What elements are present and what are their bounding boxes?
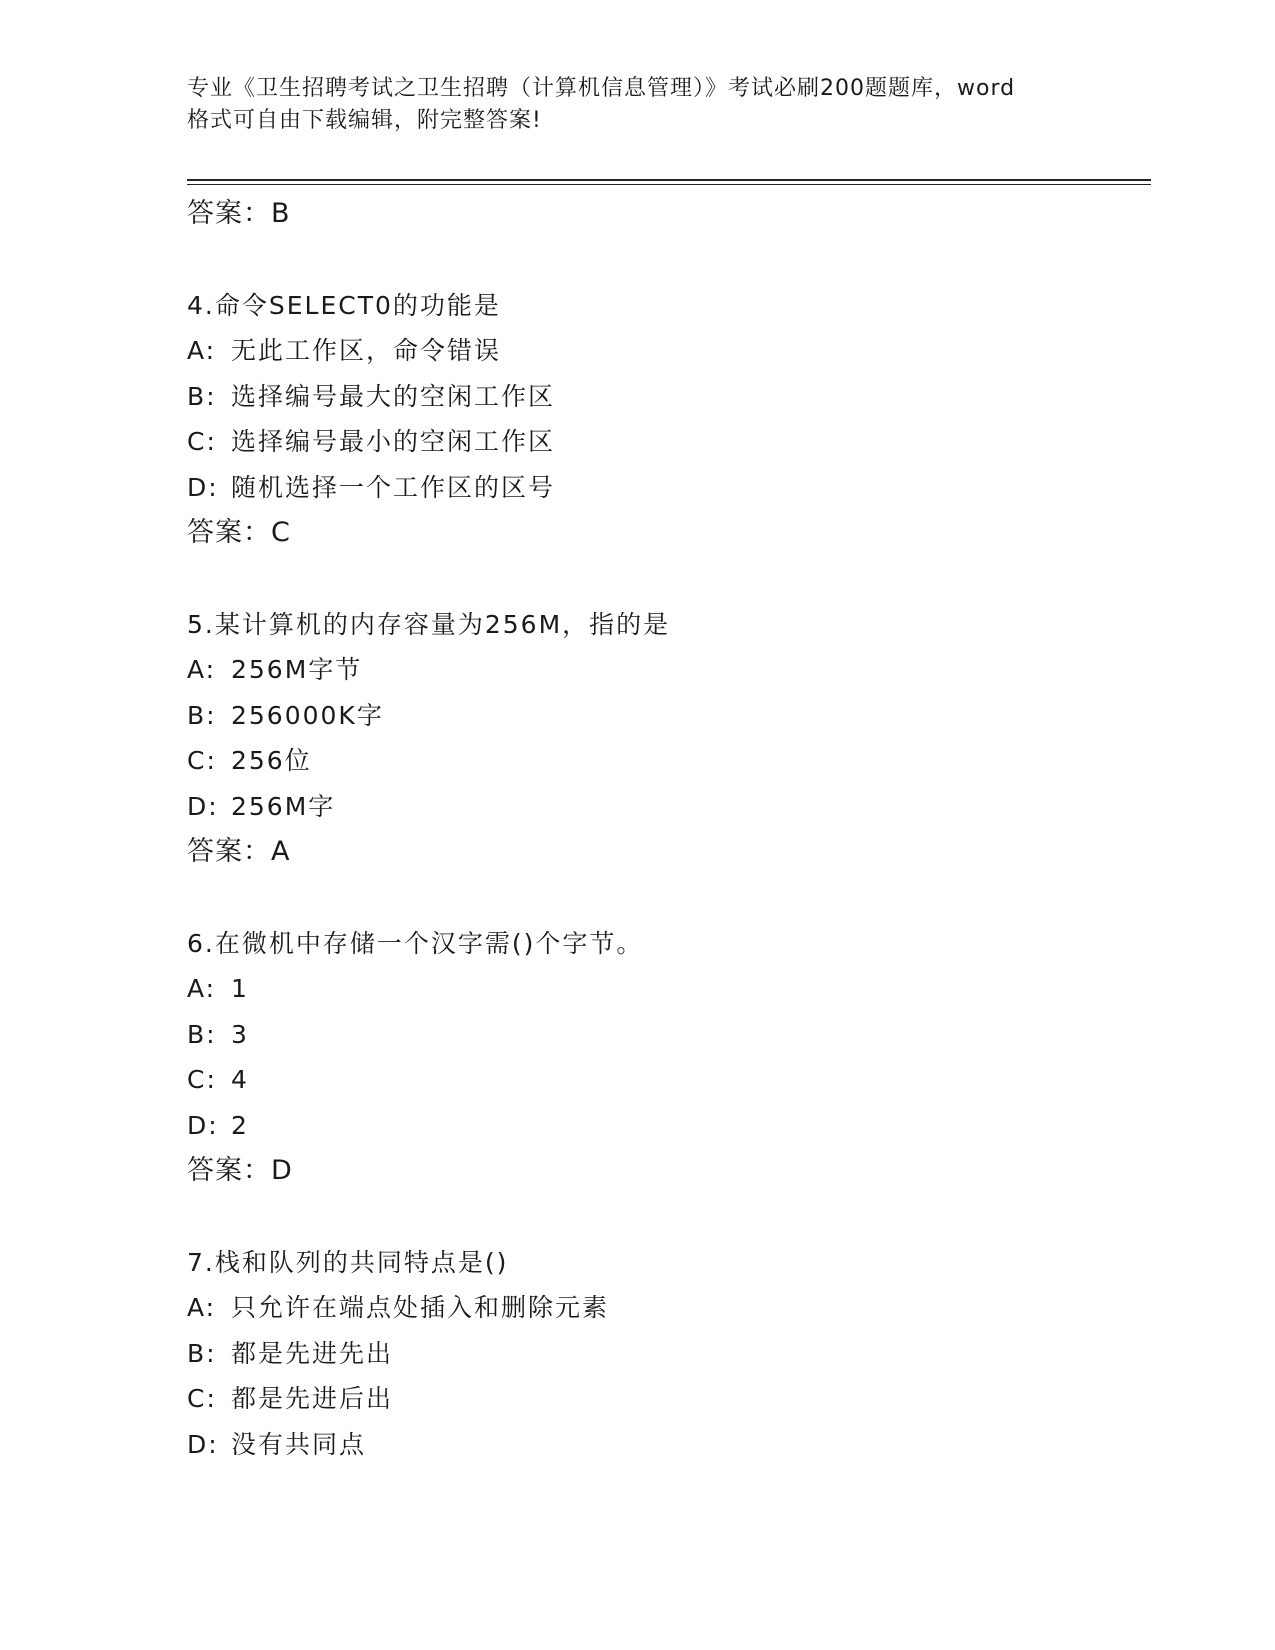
option-text: 随机选择一个工作区的区号 bbox=[231, 472, 556, 502]
option-label: C: bbox=[187, 1384, 217, 1413]
option-text: 都是先进后出 bbox=[231, 1384, 394, 1413]
option-a bbox=[187, 328, 1151, 374]
spacer bbox=[187, 1194, 1151, 1240]
option-a bbox=[187, 647, 1151, 693]
option-text: 2 bbox=[231, 1110, 249, 1140]
option-label: C: bbox=[187, 1065, 217, 1094]
option-label: A: bbox=[187, 655, 217, 684]
option-c bbox=[187, 1057, 1151, 1103]
option-b bbox=[187, 1331, 1151, 1377]
option-text: 1 bbox=[231, 974, 249, 1003]
option-text: 4 bbox=[231, 1065, 249, 1094]
answer-line: 答案：B bbox=[187, 198, 291, 229]
option-label: C: bbox=[187, 427, 217, 456]
option-label: A: bbox=[187, 336, 217, 365]
option-b bbox=[187, 1012, 1151, 1058]
option-text: 256M字节 bbox=[231, 655, 363, 684]
option-label: A: bbox=[187, 1293, 217, 1322]
option-text: 256位 bbox=[231, 746, 312, 775]
option-text: 只允许在端点处插入和删除元素 bbox=[231, 1293, 610, 1322]
option-label: B: bbox=[187, 700, 217, 730]
spacer bbox=[187, 237, 1151, 283]
spacer bbox=[187, 875, 1151, 921]
option-label: A: bbox=[187, 974, 217, 1003]
option-text: 256000K字 bbox=[231, 700, 384, 730]
option-label: B: bbox=[187, 381, 217, 411]
answer-line: 答案：C bbox=[187, 517, 291, 548]
document-header bbox=[187, 73, 1087, 137]
option-d bbox=[187, 1103, 1151, 1149]
option-text: 256M字 bbox=[231, 791, 336, 821]
option-b bbox=[187, 693, 1151, 739]
option-label: B: bbox=[187, 1338, 217, 1368]
option-text: 没有共同点 bbox=[231, 1429, 367, 1459]
option-label: D: bbox=[187, 1429, 219, 1459]
option-a bbox=[187, 966, 1151, 1012]
header-divider bbox=[187, 179, 1151, 185]
option-label: D: bbox=[187, 791, 219, 821]
answer-line: 答案：D bbox=[187, 1155, 293, 1186]
header-line-2: 格式可自由下载编辑，附完整答案! bbox=[187, 108, 542, 133]
option-text: 都是先进先出 bbox=[231, 1338, 394, 1368]
header-line-1: 专业《卫生招聘考试之卫生招聘（计算机信息管理）》考试必刷200题题库，word bbox=[187, 76, 1016, 101]
option-c bbox=[187, 1376, 1151, 1422]
question-text: 7.栈和队列的共同特点是() bbox=[187, 1247, 509, 1277]
option-d bbox=[187, 465, 1151, 511]
option-d bbox=[187, 1422, 1151, 1468]
option-label: B: bbox=[187, 1019, 217, 1049]
option-text: 选择编号最大的空闲工作区 bbox=[231, 381, 556, 411]
question-list bbox=[187, 191, 1151, 1467]
option-c bbox=[187, 738, 1151, 784]
option-label: C: bbox=[187, 746, 217, 775]
option-a bbox=[187, 1285, 1151, 1331]
question-text: 6.在微机中存储一个汉字需()个字节。 bbox=[187, 928, 644, 958]
option-label: D: bbox=[187, 1110, 219, 1140]
option-d bbox=[187, 784, 1151, 830]
option-text: 选择编号最小的空闲工作区 bbox=[231, 427, 556, 456]
option-c bbox=[187, 419, 1151, 465]
question-text: 4.命令SELECT0的功能是 bbox=[187, 290, 501, 320]
question-text: 5.某计算机的内存容量为256M，指的是 bbox=[187, 609, 671, 639]
option-label: D: bbox=[187, 472, 219, 502]
option-b bbox=[187, 374, 1151, 420]
option-text: 3 bbox=[231, 1019, 249, 1049]
answer-line: 答案：A bbox=[187, 836, 291, 867]
option-text: 无此工作区，命令错误 bbox=[231, 336, 502, 365]
spacer bbox=[187, 556, 1151, 602]
